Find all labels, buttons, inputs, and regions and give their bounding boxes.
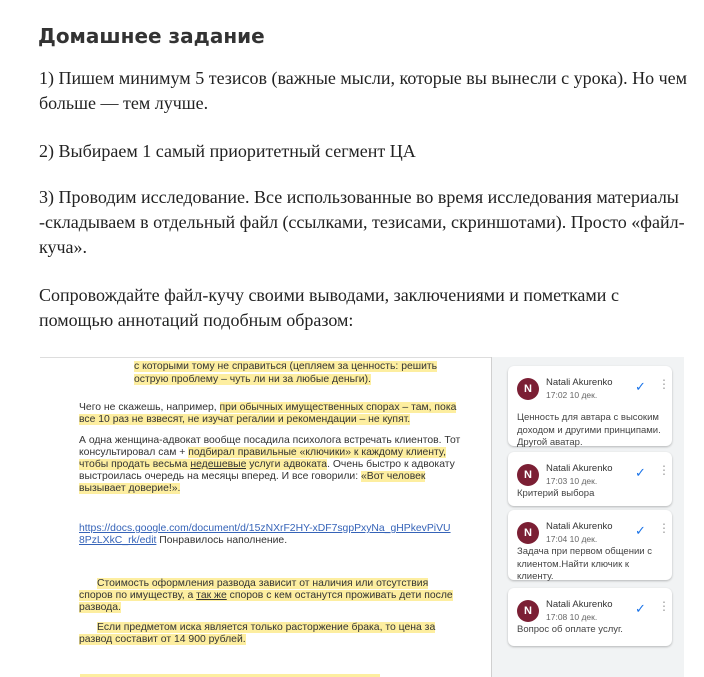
doc-line: споров по имуществу, а так же споров с кем останутся проживать дети после: [79, 590, 453, 601]
comment-time: 17:03 10 дек.: [546, 476, 598, 486]
doc-line: развода.: [79, 602, 121, 613]
paragraph-1: 1) Пишем минимум 5 тезисов (важные мысли, которые вы вынесли с урока). Но чем больше — тем лучше.: [39, 68, 688, 113]
comment-time: 17:02 10 дек.: [546, 390, 598, 400]
comment-card[interactable]: [508, 588, 672, 646]
avatar: N: [517, 464, 539, 486]
avatar: N: [517, 600, 539, 622]
doc-line: все 10 раз не взвесят, не изучат регалии и рекомендации – не купят.: [79, 414, 411, 425]
more-vert-icon[interactable]: ⋮: [658, 599, 670, 613]
comment-card[interactable]: [508, 510, 672, 580]
avatar: N: [517, 378, 539, 400]
doc-line: Если предметом иска является только расторжение брака, то цена за: [97, 622, 436, 633]
comment-text: Задача при первом общении с клиентом.Найти ключик к клиенту.: [517, 546, 652, 582]
comment-time: 17:08 10 дек.: [546, 612, 598, 622]
check-icon[interactable]: ✓: [635, 465, 646, 480]
comment-author: Natali Akurenko: [546, 377, 613, 388]
check-icon[interactable]: ✓: [635, 601, 646, 616]
doc-line: А одна женщина-адвокат вообще посадила психолога встречать клиентов. Тот: [79, 435, 461, 446]
doc-line: с которыми тому не справиться (цепляем за ценность: решить: [134, 361, 438, 372]
paragraph-2: 2) Выбираем 1 самый приоритетный сегмент ЦА: [39, 141, 416, 161]
doc-link[interactable]: https://docs.google.com/document/d/15zNXrF2HY-xDF7sgpPxyNa_gHPkevPiVU: [79, 523, 451, 534]
toolbar-edge: [40, 357, 491, 358]
rail-divider: [491, 357, 492, 677]
comment-card[interactable]: [508, 366, 672, 446]
annotation-screenshot: [40, 357, 684, 677]
doc-line: развод составит от 14 900 рублей.: [79, 634, 246, 645]
comment-author: Natali Akurenko: [546, 463, 613, 474]
doc-line: выстроилась очередь на месяцы вперед. И все говорили: «Вот человек: [79, 471, 426, 482]
doc-line: чтобы продать весьма недешевые услуги адвоката. Очень быстро к адвокату: [79, 459, 455, 470]
document-page: [40, 357, 491, 677]
comment-text: Критерий выбора: [517, 488, 595, 499]
comment-text: Вопрос об оплате услуг.: [517, 624, 623, 635]
doc-line: Чего не скажешь, например, при обычных имущественных спорах – там, пока: [79, 402, 457, 413]
comment-text: Ценность для автара с высоким доходом и другими принципами. Другой аватар.: [517, 412, 661, 448]
more-vert-icon[interactable]: ⋮: [658, 463, 670, 477]
more-vert-icon[interactable]: ⋮: [658, 521, 670, 535]
comment-card[interactable]: [508, 452, 672, 506]
check-icon[interactable]: ✓: [635, 523, 646, 538]
doc-line: вызывает доверие!».: [79, 483, 181, 494]
comment-time: 17:04 10 дек.: [546, 534, 598, 544]
doc-line: острую проблему – чуть ли ни за любые деньги).: [134, 374, 371, 385]
page-title: Домашнее задание: [38, 24, 265, 48]
comment-author: Natali Akurenko: [546, 521, 613, 532]
paragraph-3: 3) Проводим исследование. Все использованные во время исследования материалы -складываем в отдельный файл (ссылками, тезисами, скриншотами). Просто «файл-куча».: [39, 187, 685, 257]
avatar: N: [517, 522, 539, 544]
check-icon[interactable]: ✓: [635, 379, 646, 394]
doc-line: консультировал сам + подбирал правильные «ключики» к каждому клиенту,: [79, 447, 446, 458]
more-vert-icon[interactable]: ⋮: [658, 377, 670, 391]
doc-link[interactable]: 8PzLXkC_rk/edit Понравилось наполнение.: [79, 535, 288, 546]
paragraph-4: Сопровождайте файл-кучу своими выводами, заключениями и пометками с помощью аннотаций подобным образом:: [39, 285, 619, 330]
doc-line: Стоимость оформления развода зависит от наличия или отсутствия: [97, 578, 429, 589]
comment-author: Natali Akurenko: [546, 599, 613, 610]
